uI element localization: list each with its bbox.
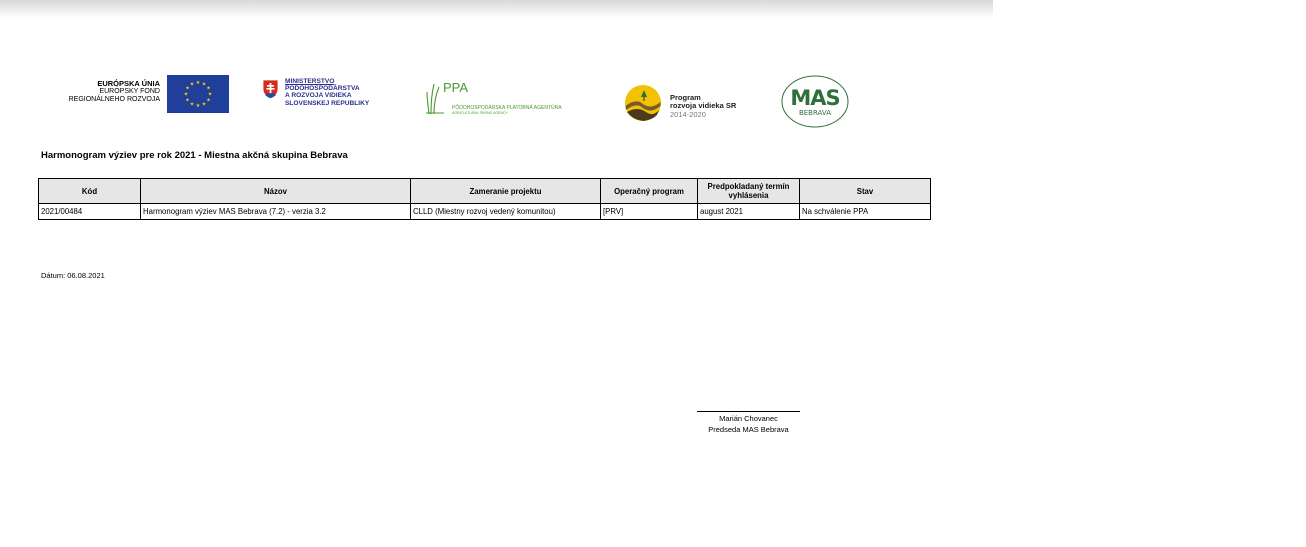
column-header-termin: Predpokladaný termín vyhlásenia [698, 179, 800, 204]
prv-line3: 2014-2020 [670, 109, 706, 119]
svg-text:★: ★ [206, 85, 211, 92]
eu-logo-text [40, 80, 160, 104]
svg-text:★: ★ [207, 91, 213, 98]
eu-logo-line2: EURÓPSKY FOND [99, 88, 160, 95]
ppa-logo-title: PPA [443, 80, 469, 95]
document-title: Harmonogram výziev pre rok 2021 - Miestna akčná skupina Bebrava [41, 150, 348, 161]
ministry-logo [262, 78, 392, 118]
eu-flag-icon [167, 75, 229, 113]
cell-nazov: Harmonogram výziev MAS Bebrava (7.2) - verzia 3.2 [141, 204, 411, 220]
column-header-program: Operačný program [601, 179, 698, 204]
svg-text:★: ★ [183, 91, 189, 98]
svg-text:★: ★ [185, 85, 190, 92]
ppa-logo-subtitle: PÔDOHOSPODÁRSKA PLATOBNÁ AGENTÚRA [452, 105, 562, 111]
ministry-line4: SLOVENSKEJ REPUBLIKY [285, 99, 370, 107]
ppa-logo [425, 80, 585, 118]
table-row [39, 204, 931, 220]
ministry-line2: PÔDOHOSPODÁRSTVA [285, 85, 360, 93]
prv-logo [624, 84, 754, 122]
svg-text:★: ★ [189, 101, 195, 108]
table-header-row [39, 179, 931, 204]
signature-role: Predseda MAS Bebrava [708, 425, 789, 434]
calls-schedule-table [38, 178, 931, 220]
prv-landscape-icon [624, 84, 662, 122]
eu-logo-line1: EURÓPSKA ÚNIA [97, 79, 160, 88]
column-header-nazov: Názov [141, 179, 411, 204]
mas-logo-line1: MAS [790, 86, 840, 110]
svg-text:★: ★ [195, 80, 201, 86]
eu-logo-line3: REGIONÁLNEHO ROZVOJA [68, 96, 160, 103]
prv-logo-text [670, 94, 736, 119]
svg-text:★: ★ [201, 101, 207, 108]
slovak-coat-of-arms-icon [262, 79, 279, 99]
svg-text:★: ★ [195, 103, 201, 109]
cell-zameranie: CLLD (Miestny rozvoj vedený komunitou) [411, 204, 601, 220]
ministry-line1: MINISTERSTVO [285, 78, 335, 85]
mas-logo-line2: BEBRAVA [798, 109, 832, 117]
svg-text:★: ★ [189, 81, 195, 88]
cell-program: [PRV] [601, 204, 698, 220]
svg-text:★: ★ [206, 97, 211, 104]
prv-line2: rozvoja vidieka SR [670, 101, 737, 111]
svg-text:★: ★ [185, 97, 190, 104]
prv-line1: Program [670, 93, 701, 102]
column-header-kod: Kód [39, 179, 141, 204]
ppa-grass-icon [425, 80, 445, 116]
cell-termin: august 2021 [698, 204, 800, 220]
cell-kod: 2021/00484 [39, 204, 141, 220]
document-date: Dátum: 06.08.2021 [41, 271, 105, 280]
ministry-line3: A ROZVOJA VIDIEKA [285, 92, 352, 100]
signature-line [697, 411, 800, 412]
svg-text:★: ★ [201, 81, 207, 88]
column-header-zameranie: Zameranie projektu [411, 179, 601, 204]
mas-bebrava-logo [781, 75, 849, 128]
cell-stav: Na schválenie PPA [800, 204, 931, 220]
ministry-logo-text [285, 78, 369, 107]
column-header-stav: Stav [800, 179, 931, 204]
signature-name: Marián Chovanec [719, 414, 778, 423]
ppa-logo-subtitle-en: AGRICULTURAL PAYING AGENCY [452, 111, 508, 115]
